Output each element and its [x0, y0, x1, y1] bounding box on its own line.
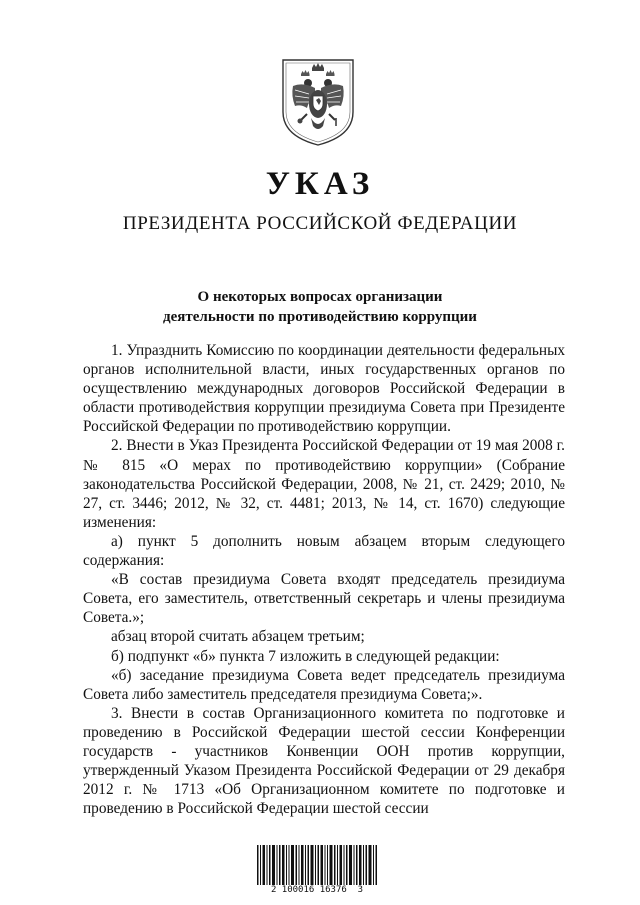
document-title: УКАЗ — [265, 166, 375, 202]
document-heading — [0, 287, 640, 327]
heading-line: О некоторых вопросах организации — [197, 289, 443, 305]
paragraph: а) пункт 5 дополнить новым абзацем вторым следующего содержания: — [83, 532, 565, 570]
barcode-icon — [257, 845, 377, 885]
barcode-number: 2 100016 16376 3 — [270, 885, 364, 895]
paragraph: 1. Упразднить Комиссию по координации деятельности федеральных органов исполнительной власти, иных государственных органов по осуществлению международных договоров Российской Федерации в области противодействия коррупции президиума Совета при Президенте Российской Федерации по противодействию коррупции. — [83, 342, 565, 436]
paragraph: «б) заседание президиума Совета ведет председатель президиума Совета либо заместитель председателя президиума Совета;». — [83, 666, 565, 703]
paragraph: 3. Внести в состав Организационного комитета по подготовке и проведению в Российской Федерации шестой сессии Конференции государств - участников Конвенции ООН против коррупции, утвержденный Указом Президента Российской Федерации от 29 декабря 2012 г. № 1713 «Об Организационном комитете по подготовке и проведению в Российской Федерации шестой сессии — [83, 704, 565, 818]
paragraph: 2. Внести в Указ Президента Российской Федерации от 19 мая 2008 г. № 815 «О мерах по противодействию коррупции» (Собрание законодательства Российской Федерации, 2008, № 21, ст. 2429; 2010, № 27, ст. 3446; 2012, № 32, ст. 4481; 2013, № 14, ст. 1670) следующие изменения: — [83, 437, 565, 531]
document-issuer: ПРЕЗИДЕНТА РОССИЙСКОЙ ФЕДЕРАЦИИ — [122, 213, 518, 234]
paragraph: абзац второй считать абзацем третьим; — [111, 628, 365, 646]
paragraph: «В состав президиума Совета входят председатель президиума Совета, его заместитель, ответственный секретарь и члены президиума Совета.»; — [83, 571, 565, 627]
document-body — [83, 341, 565, 818]
paragraph: б) подпункт «б» пункта 7 изложить в следующей редакции: — [111, 647, 500, 665]
heading-line: деятельности по противодействию коррупции — [163, 309, 477, 325]
coat-of-arms-icon — [279, 56, 357, 148]
